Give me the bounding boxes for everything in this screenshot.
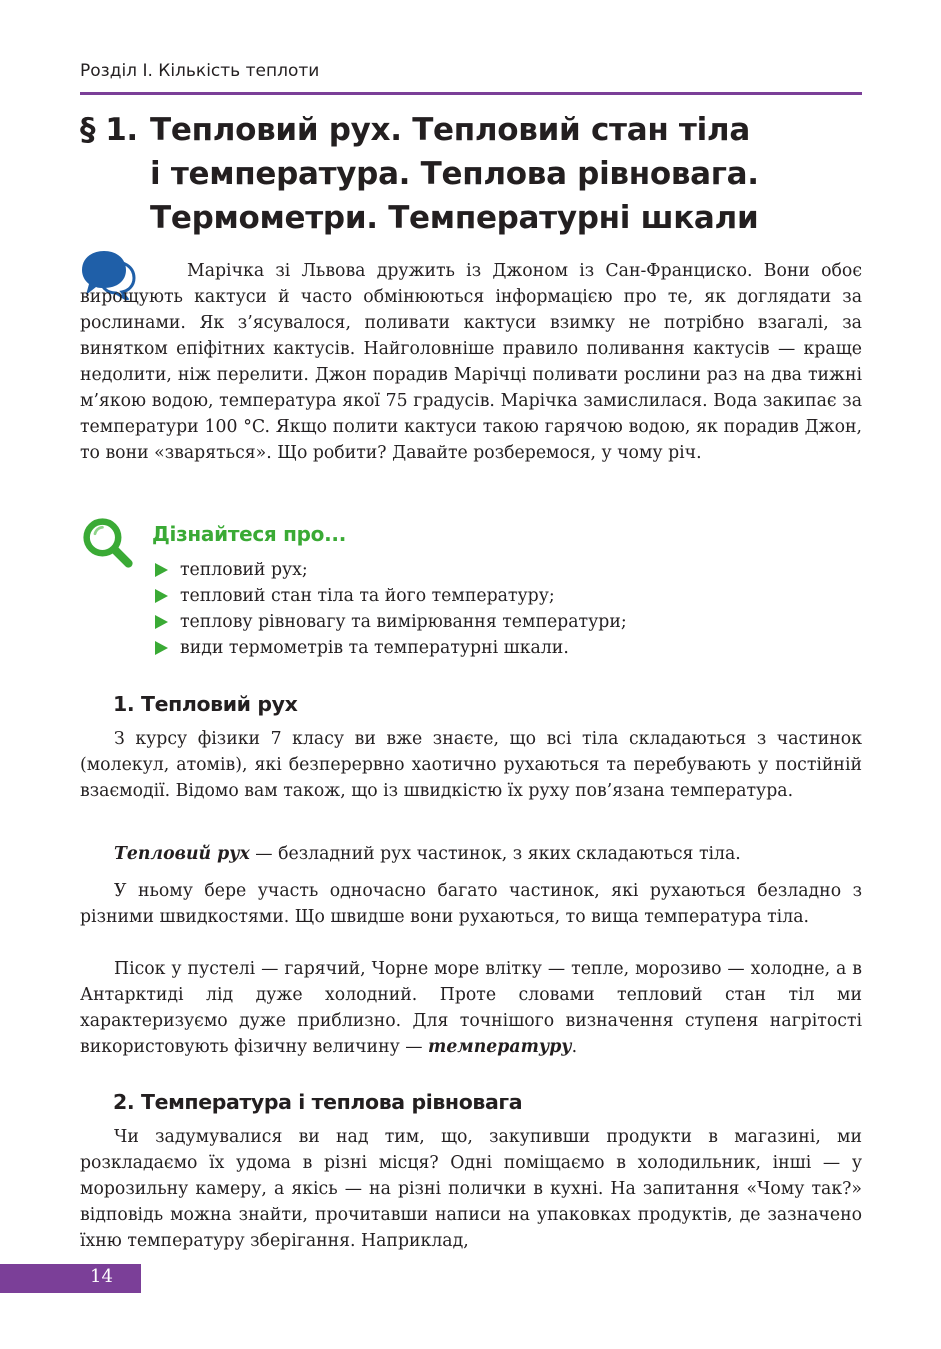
chapter-title-line-3: Термометри. Температурні шкали [150,200,759,236]
section-1-paragraph-3 [80,956,862,1060]
definition-term: Тепловий рух [114,844,250,864]
running-head: Розділ I. Кількість теплоти [80,61,320,81]
chapter-title-lines [150,108,870,240]
paragraph-text [80,956,862,1060]
learn-list-item [152,609,627,635]
section-2-heading: 2. Температура і теплова рівновага [113,1090,523,1114]
paragraph-body: Пісок у пустелі — гарячий, Чорне море влітку — тепле, морозиво — холодне, а в Антарктиді лід дуже холодний. Проте словами тепловий стан тіл ми характеризуємо дуже приблизно. Для точнішого визначення ступеня нагрітості використовують фізичну величину — [80,959,862,1057]
chapter-number: § 1. [80,112,138,148]
triangle-bullet-icon [155,641,168,655]
section-2-paragraph-1 [80,1124,862,1254]
chapter-title-line-2: і температура. Теплова рівновага. [150,156,759,192]
term-temperature: температуру [428,1037,572,1057]
section-1-paragraph-1 [80,726,862,804]
triangle-bullet-icon [155,563,168,577]
section-1-paragraph-2 [80,878,862,930]
learn-item-text: тепловий рух; [180,560,308,580]
definition-text [80,841,862,867]
learn-list [152,557,627,661]
learn-item-text: тепловий стан тіла та його температуру; [180,586,555,606]
definition-body: — безладний рух частинок, з яких складаються тіла. [249,844,741,864]
header-divider [80,92,862,95]
paragraph-text: У ньому бере участь одночасно багато частинок, які рухаються безладно з різними швидкостями. Що швидше вони рухаються, то вища температура тіла. [80,881,862,927]
learn-list-item [152,635,627,661]
section-1-heading: 1. Тепловий рух [113,692,298,716]
definition-thermal-motion [80,841,862,867]
learn-item-text: види термометрів та температурні шкали. [180,638,569,658]
learn-list-item [152,557,627,583]
triangle-bullet-icon [155,589,168,603]
paragraph-text: Чи задумувалися ви над тим, що, закупивши продукти в магазині, ми розкладаємо їх удома в різні місця? Одні поміщаємо в холодильник, інші — у морозильну камеру, а якісь — на різні полички в кухні. На запитання «Чому так?» відповідь можна знайти, прочитавши написи на упаковках продуктів, де зазначено їхню температуру зберігання. Наприклад, [80,1127,862,1251]
triangle-bullet-icon [155,615,168,629]
learn-list-item [152,583,627,609]
paragraph-text: З курсу фізики 7 класу ви вже знаєте, що всі тіла складаються з частинок (молекул, атомів), які безперервно хаотично рухаються та перебувають у постійній взаємодії. Відомо вам також, що із швидкістю їх руху пов’язана температура. [80,729,862,801]
chapter-title-line-1: Тепловий рух. Тепловий стан тіла [150,112,750,148]
page-number: 14 [90,1266,113,1287]
page-number-bar [0,1264,141,1293]
learn-title: Дізнайтеся про... [152,522,347,546]
intro-paragraph: Марічка зі Львова дружить із Джоном із Сан-Франциско. Вони обоє вирощують кактуси й часто обмінюються інформацією про те, як доглядати за рослинами. Як з’ясувалося, поливати кактуси взимку не потрібно взагалі, за винятком епіфітних кактусів. Найголовніше правило поливання кактусів — краще недолити, ніж перелити. Джон порадив Марічці поливати рослини раз на два тижні м’якою водою, температура якої 75 градусів. Марічка замислилася. Вода закипає за температури 100 °C. Якщо полити кактуси такою гарячою водою, як порадив Джон, то вони «зваряться». Що робити? Давайте розберемося, у чому річ. [80,261,862,463]
intro-text [80,258,862,466]
paragraph-end: . [571,1037,578,1057]
magnifier-icon [80,517,136,569]
learn-item-text: теплову рівновагу та вимірювання температури; [180,612,627,632]
